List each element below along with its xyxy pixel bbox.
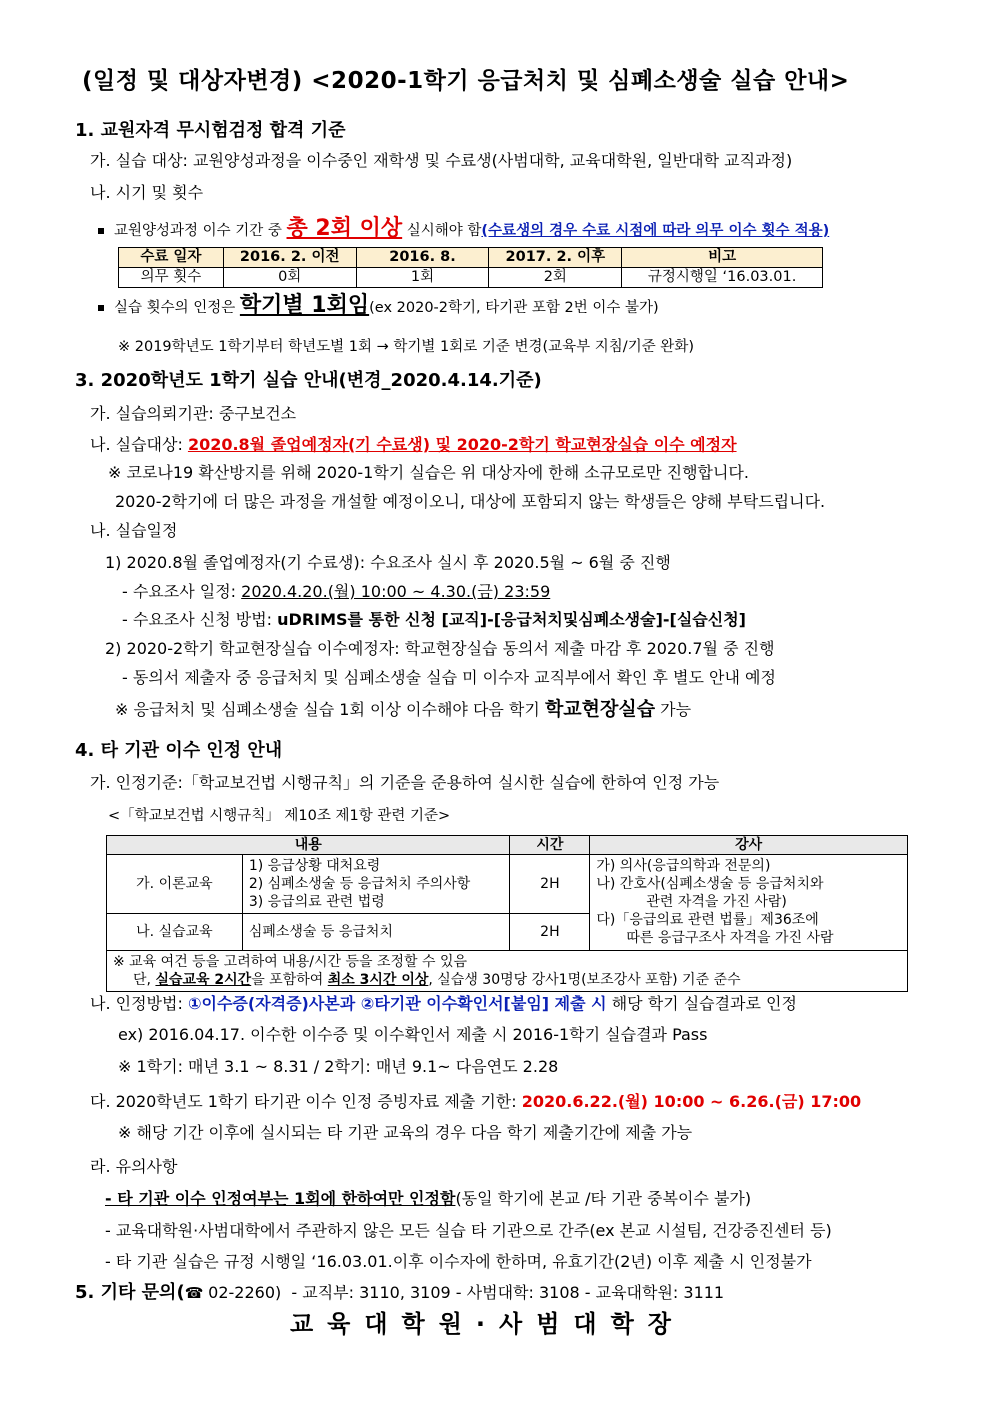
- s1-timing-label: 나. 시기 및 횟수: [90, 183, 204, 202]
- s3-survey-method: - 수요조사 신청 방법: uDRIMS를 통한 신청 [교직]-[응급처치및심폐소생술]-[실습신청]: [122, 610, 746, 629]
- s4-caution-label: 라. 유의사항: [90, 1157, 178, 1176]
- s3-schedule-1: 1) 2020.8월 졸업예정자(기 수료생): 수요조사 실시 후 2020.5월 ~ 6월 중 진행: [105, 553, 671, 572]
- section-4-heading: 4. 타 기관 이수 인정 안내: [75, 740, 283, 761]
- s3-target: 나. 실습대상: 2020.8월 졸업예정자(기 수료생) 및 2020-2학기 학교현장실습 이수 예정자: [90, 435, 737, 454]
- issuer-signature: 교육대학원·사범대학장: [290, 1310, 685, 1338]
- s4-method-example: ex) 2016.04.17. 이수한 이수증 및 이수확인서 제출 시 2016-1학기 실습결과 Pass: [118, 1025, 708, 1044]
- table-header: 비고: [622, 248, 823, 268]
- s3-note-1: ※ 코로나19 확산방지를 위해 2020-1학기 실습은 위 대상자에 한해 소규모로만 진행합니다.: [108, 463, 749, 482]
- phone-icon: ☎: [184, 1284, 209, 1302]
- mandatory-count-table: [118, 247, 823, 288]
- s4-deadline: 다. 2020학년도 1학기 타기관 이수 인정 증빙자료 제출 기한: 2020.6.22.(월) 10:00 ~ 6.26.(금) 17:00: [90, 1092, 862, 1111]
- s3-institution: 가. 실습의뢰기관: 중구보건소: [90, 404, 297, 423]
- table-cell: 나. 실습교육: [107, 914, 243, 951]
- table-cell: 심폐소생술 등 응급처치: [242, 914, 510, 951]
- s3-note-2: 2020-2학기에 더 많은 과정을 개설할 예정이오니, 대상에 포함되지 않는 학생들은 양해 부탁드립니다.: [115, 492, 826, 511]
- table-cell: 1회: [356, 268, 489, 288]
- table-header: 시간: [510, 836, 590, 855]
- s3-schedule-label: 나. 실습일정: [90, 521, 178, 540]
- page-title: (일정 및 대상자변경) <2020-1학기 응급처치 및 심폐소생술 실습 안내>: [82, 68, 850, 94]
- s3-schedule-2-note: ※ 응급처치 및 심폐소생술 실습 1회 이상 이수해야 다음 학기 학교현장실습 가능: [115, 698, 692, 720]
- table-cell: 규정시행일 ‘16.03.01.: [622, 268, 823, 288]
- s3-schedule-2: 2) 2020-2학기 학교현장실습 이수예정자: 학교현장실습 동의서 제출 마감 후 2020.7월 중 진행: [105, 639, 775, 658]
- section-5-contact: 5. 기타 문의(☎ 02-2260) - 교직부: 3110, 3109 - 사범대학: 3108 - 교육대학원: 3111: [75, 1282, 725, 1303]
- s4-deadline-note: ※ 해당 기간 이후에 실시되는 타 기관 교육의 경우 다음 학기 제출기간에 제출 가능: [118, 1123, 693, 1142]
- table-header: 2017. 2. 이후: [489, 248, 622, 268]
- s4-criteria: 가. 인정기준:「학교보건법 시행규칙」의 기준을 준용하여 실시한 실습에 한하여 인정 가능: [90, 773, 720, 792]
- table-header: 2016. 8.: [356, 248, 489, 268]
- s4-caution-1: - 타 기관 이수 인정여부는 1회에 한하여만 인정함(동일 학기에 본교 /타 기관 중복이수 불가): [105, 1189, 752, 1208]
- s1-target: 가. 실습 대상: 교원양성과정을 이수중인 재학생 및 수료생(사범대학, 교육대학원, 일반대학 교직과정): [90, 151, 793, 170]
- table-cell: 가. 이론교육: [107, 855, 243, 914]
- s3-survey-period: - 수요조사 일정: 2020.4.20.(월) 10:00 ~ 4.30.(금) 23:59: [122, 582, 551, 601]
- bullet-icon: [98, 305, 104, 311]
- section-3-heading: 3. 2020학년도 1학기 실습 안내(변경_2020.4.14.기준): [75, 370, 542, 391]
- table-cell: 1) 응급상황 대처요령 2) 심폐소생술 등 응급처치 주의사항 3) 응급의료 관련 법령: [242, 855, 510, 914]
- s4-method: 나. 인정방법: ①이수증(자격증)사본과 ②타기관 이수확인서[붙임] 제출 시 해당 학기 실습결과로 인정: [90, 994, 797, 1013]
- external-criteria-table: [106, 835, 908, 992]
- table-cell: 2H: [510, 855, 590, 914]
- s4-semester-note: ※ 1학기: 매년 3.1 ~ 8.31 / 2학기: 매년 9.1~ 다음연도 2.28: [118, 1057, 559, 1076]
- section-1-heading: 1. 교원자격 무시험검정 합격 기준: [75, 120, 346, 141]
- bullet-icon: [98, 228, 104, 234]
- s3-schedule-2-detail: - 동의서 제출자 중 응급처치 및 심폐소생술 실습 미 이수자 교직부에서 확인 후 별도 안내 예정: [122, 668, 776, 687]
- table-header: 강사: [590, 836, 908, 855]
- s1-note: ※ 2019학년도 1학기부터 학년도별 1회 → 학기별 1회로 기준 변경(교육부 지침/기준 완화): [118, 339, 694, 355]
- table-note: ※ 교육 여건 등을 고려하여 내용/시간 등을 조정할 수 있음 단, 실습교육 2시간을 포함하여 최소 3시간 이상, 실습생 30명당 강사1명(보조강사 포함) 기준 준수: [107, 951, 908, 992]
- table-cell: 2H: [510, 914, 590, 951]
- table-cell: 의무 횟수: [119, 268, 224, 288]
- table-header: 2016. 2. 이전: [223, 248, 356, 268]
- s1-bullet-2: 실습 횟수의 인정은 학기별 1회임(ex 2020-2학기, 타기관 포함 2번 이수 불가): [98, 295, 659, 319]
- table-header: 내용: [107, 836, 510, 855]
- s1-bullet-1: 교원양성과정 이수 기간 중 총 2회 이상 실시해야 함(수료생의 경우 수료 시점에 따라 의무 이수 횟수 적용): [98, 218, 829, 242]
- table-cell: 0회: [223, 268, 356, 288]
- table-header: 수료 일자: [119, 248, 224, 268]
- table-cell: 2회: [489, 268, 622, 288]
- s4-table-caption: <「학교보건법 시행규칙」 제10조 제1항 관련 기준>: [108, 808, 451, 824]
- table-cell-instructors: 가) 의사(응급의학과 전문의) 나) 간호사(심폐소생술 등 응급처치와 관련 자격을 가진 사람) 다)「응급의료 관련 법률」제36조에 따른 응급구조사 자격을 가진 사람: [590, 855, 908, 951]
- s4-caution-2: - 교육대학원·사범대학에서 주관하지 않은 모든 실습 타 기관으로 간주(ex 본교 시설팀, 건강증진센터 등): [105, 1221, 832, 1240]
- s4-caution-3: - 타 기관 실습은 규정 시행일 ‘16.03.01.이후 이수자에 한하며, 유효기간(2년) 이후 제출 시 인정불가: [105, 1252, 812, 1271]
